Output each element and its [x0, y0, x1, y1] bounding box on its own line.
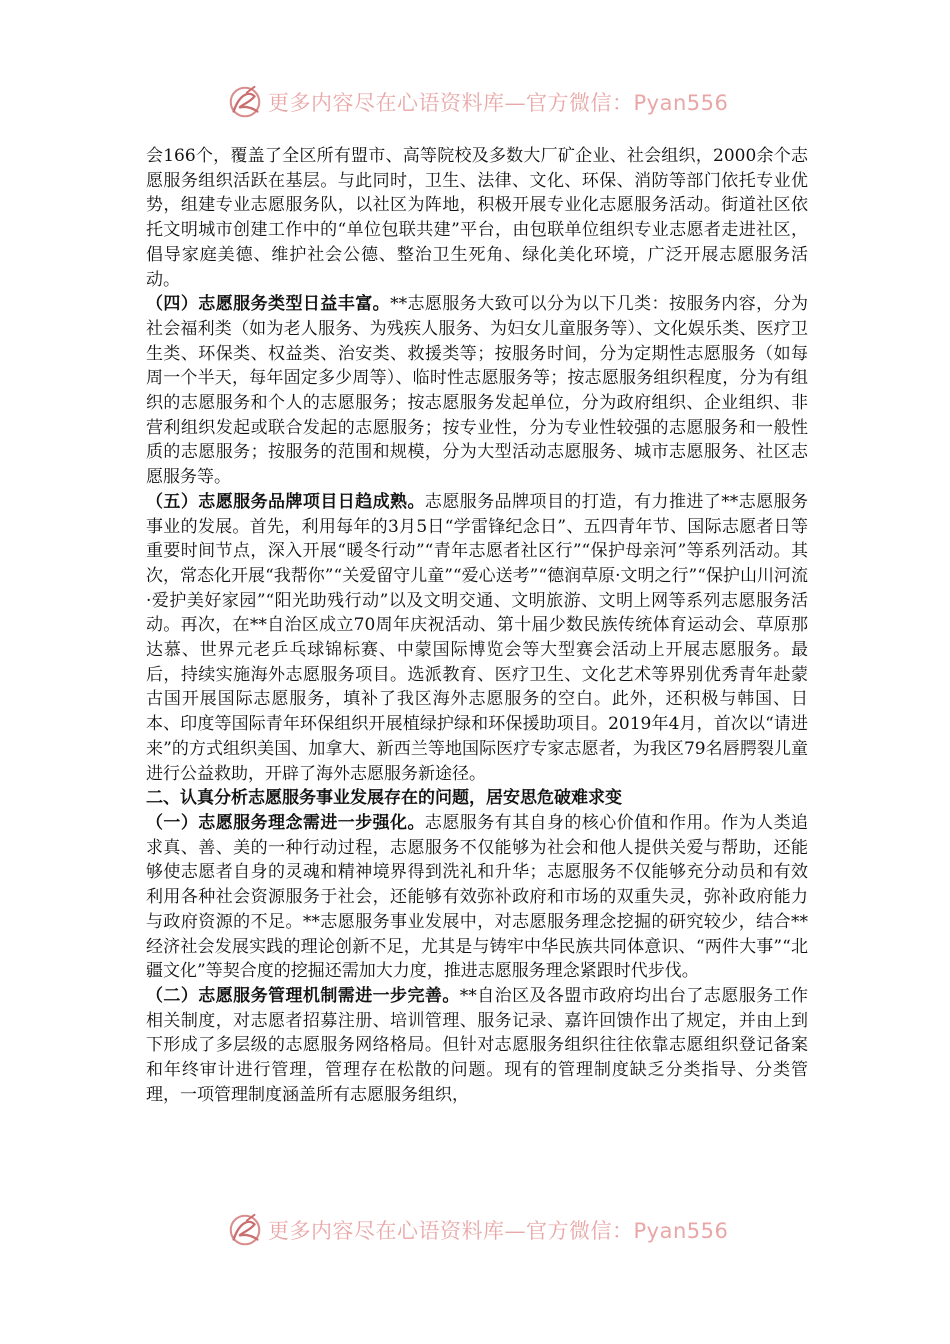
watermark-text: [268, 87, 728, 117]
watermark-account: Pyan556: [633, 1219, 729, 1243]
document-body: [146, 144, 808, 1107]
paragraph-text: **自治区及各盟市政府均出台了志愿服务工作相关制度，对志愿者招募注册、培训管理、服务记录、嘉许回馈作出了规定，并由上到下形成了多层级的志愿服务网络格局。但针对志愿服务组织往往依靠志愿组织登记备案和年终审计进行管理，管理存在松散的问题。现有的管理制度缺乏分类指导、分类管理，一项管理制度涵盖所有志愿服务组织，: [146, 985, 809, 1105]
cursive-brand-logo-icon: [226, 1211, 264, 1249]
watermark-prefix: 更多内容尽在心语资料库—官方微信：: [268, 91, 634, 115]
watermark-banner-bottom: [226, 1208, 729, 1252]
paragraph-text: **志愿服务大致可以分为以下几类：按服务内容，分为社会福利类（如为老人服务、为残疾人服务、为妇女儿童服务等）、文化娱乐类、医疗卫生类、环保类、权益类、治安类、救援类等；按服务时间，分为定期性志愿服务（如每周一个半天，每年固定多少周等）、临时性志愿服务等；按志愿服务组织程度，分为有组织的志愿服务和个人的志愿服务；按志愿服务发起单位，分为政府组织、企业组织、非营利组织发起或联合发起的志愿服务；按专业性，分为专业性较强的志愿服务和一般性质的志愿服务；按服务的范围和规模，分为大型活动志愿服务、城市志愿服务、社区志愿服务等。: [146, 294, 809, 488]
watermark-prefix: 更多内容尽在心语资料库—官方微信：: [268, 1219, 634, 1243]
paragraph-management-mechanism: [146, 984, 808, 1108]
watermark-text: [268, 1215, 728, 1245]
subheading-five: （五）志愿服务品牌项目日趋成熟。: [146, 491, 425, 512]
subheading-one: （一）志愿服务理念需进一步强化。: [146, 812, 425, 833]
watermark-banner-top: [226, 80, 729, 124]
paragraph-brand-projects: [146, 490, 808, 786]
cursive-brand-logo-icon: [226, 83, 264, 121]
paragraph-text: 志愿服务品牌项目的打造，有力推进了**志愿服务事业的发展。首先，利用每年的3月5日“学雷锋纪念日”、五四青年节、国际志愿者日等重要时间节点，深入开展“暖冬行动”“青年志愿者社区行”“保护母亲河”等系列活动。其次，常态化开展“我帮你”“关爱留守儿童”“爱心送考”“德润草原·文明之行”“保护山川河流·爱护美好家园”“阳光助残行动”以及文明交通、文明旅游、文明上网等系列志愿服务活动。再次，在**自治区成立70周年庆祝活动、第十届少数民族传统体育运动会、草原那达慕、世界元老乒乓球锦标赛、中蒙国际博览会等大型赛会活动上开展志愿服务。最后，持续实施海外志愿服务项目。选派教育、医疗卫生、文化艺术等界别优秀青年赴蒙古国开展国际志愿服务，填补了我区海外志愿服务的空白。此外，还积极与韩国、日本、印度等国际青年环保组织开展植绿护绿和环保援助项目。2019年4月，首次以“请进来”的方式组织美国、加拿大、新西兰等地国际医疗专家志愿者，为我区79名唇腭裂儿童进行公益救助，开辟了海外志愿服务新途径。: [146, 491, 809, 784]
paragraph-text: 志愿服务有其自身的核心价值和作用。作为人类追求真、善、美的一种行动过程，志愿服务不仅能够为社会和他人提供关爱与帮助，还能够使志愿者自身的灵魂和精神境界得到洗礼和升华；志愿服务不仅能够充分动员和有效利用各种社会资源服务于社会，还能够有效弥补政府和市场的双重失灵，弥补政府能力与政府资源的不足。**志愿服务事业发展中，对志愿服务理念挖掘的研究较少，结合**经济社会发展实践的理论创新不足，尤其是与铸牢中华民族共同体意识、“两件大事”“北疆文化”等契合度的挖掘还需加大力度，推进志愿服务理念紧跟时代步伐。: [146, 812, 809, 982]
section-heading-text: 二、认真分析志愿服务事业发展存在的问题，居安思危破难求变: [146, 788, 622, 809]
subheading-two: （二）志愿服务管理机制需进一步完善。: [146, 985, 460, 1006]
subheading-four: （四）志愿服务类型日益丰富。: [146, 294, 391, 315]
section-heading-two: [146, 786, 808, 811]
watermark-account: Pyan556: [633, 91, 729, 115]
paragraph-continuation: 会166个，覆盖了全区所有盟市、高等院校及多数大厂矿企业、社会组织，2000余个志愿服务组织活跃在基层。与此同时，卫生、法律、文化、环保、消防等部门依托专业优势，组建专业志愿服务队，以社区为阵地，积极开展专业化志愿服务活动。街道社区依托文明城市创建工作中的“单位包联共建”平台，由包联单位组织专业志愿者走进社区，倡导家庭美德、维护社会公德、整治卫生死角、绿化美化环境，广泛开展志愿服务活动。: [146, 146, 808, 290]
paragraph-service-concept: [146, 811, 808, 984]
paragraph-service-types: [146, 292, 808, 490]
